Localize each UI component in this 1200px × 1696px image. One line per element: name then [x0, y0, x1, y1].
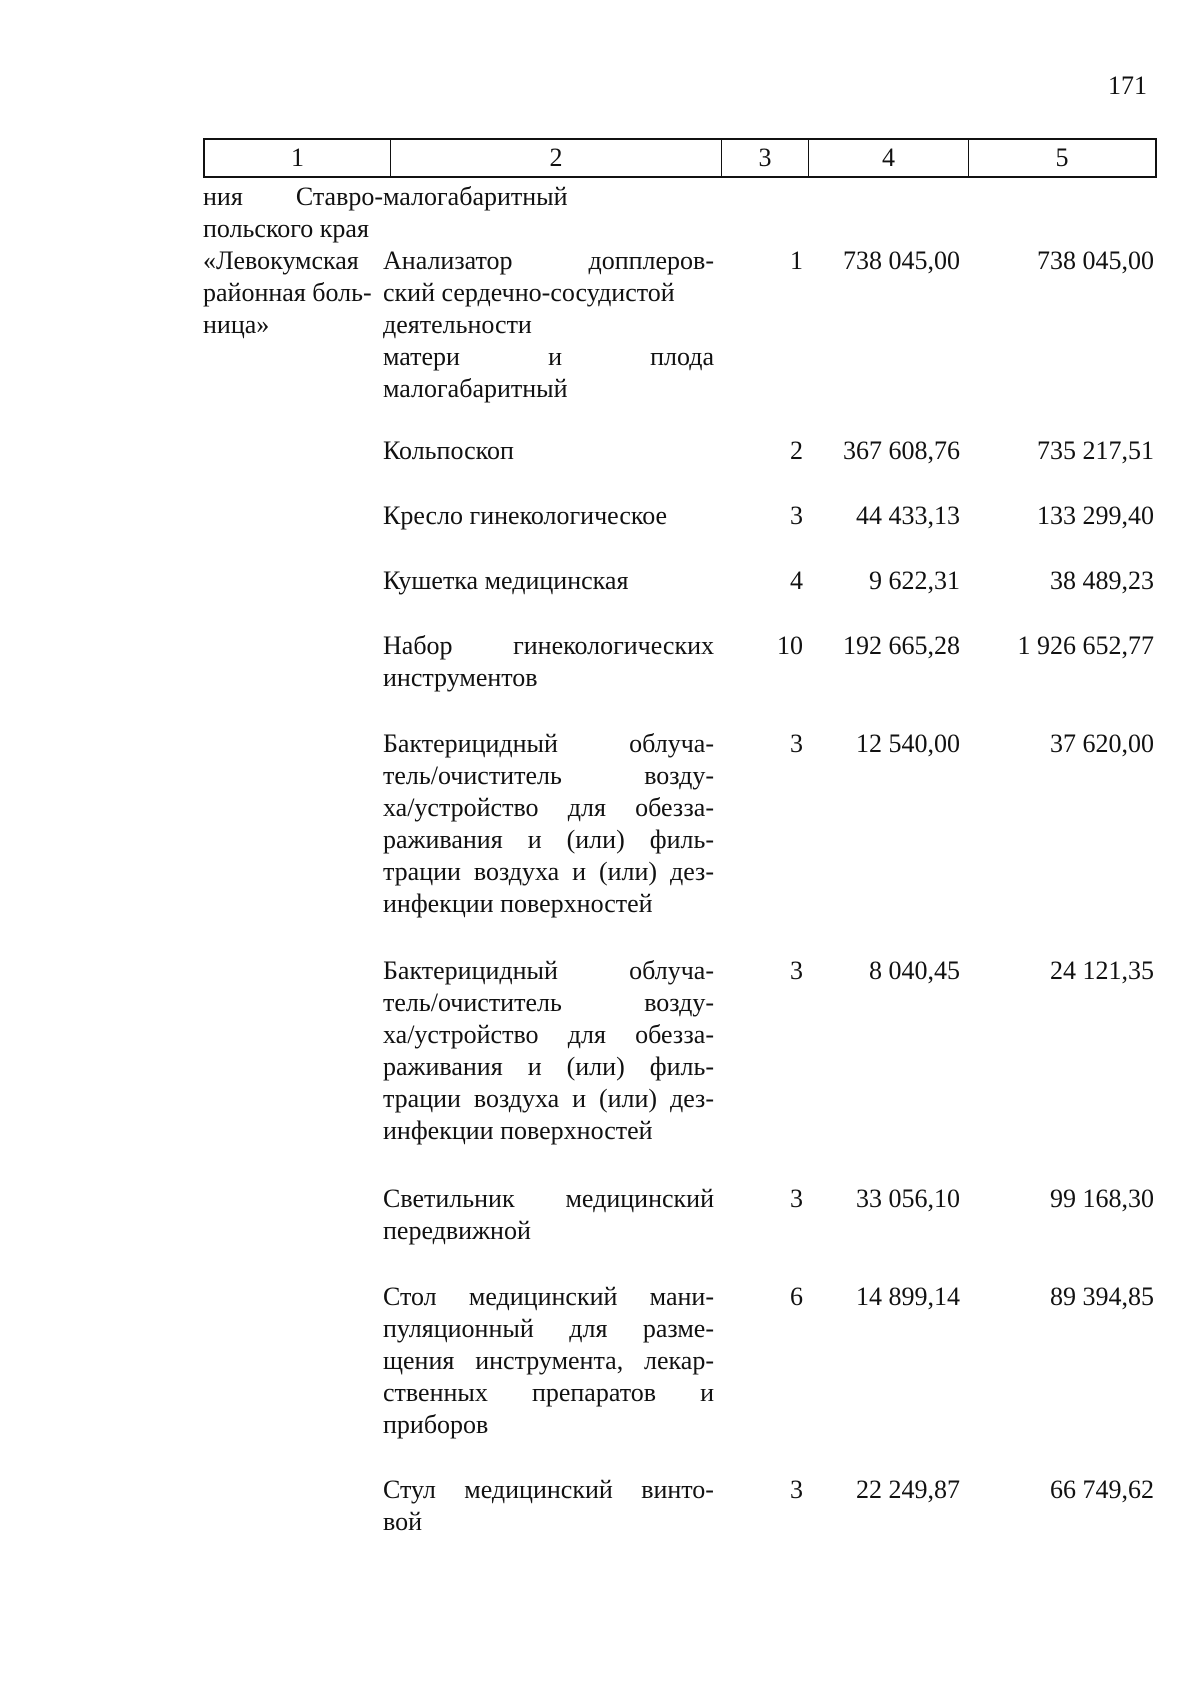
column-header-5: 5	[1055, 143, 1069, 172]
item-name-line	[383, 1345, 714, 1377]
item-name-line: малогабаритный	[383, 374, 568, 403]
item-total: 38 489,23	[1050, 566, 1154, 595]
item-name-word: мани-	[649, 1282, 714, 1311]
item-name-line	[383, 1281, 714, 1313]
item-name-line: инструментов	[383, 663, 538, 692]
item-name-word: пуляционный	[383, 1314, 534, 1343]
column-header-2: 2	[391, 140, 722, 176]
item-name-word: возду-	[644, 761, 714, 790]
item-name-line	[383, 728, 714, 760]
item-name-word: облуча-	[629, 956, 714, 985]
item-quantity: 3	[790, 1184, 803, 1213]
item-quantity: 1	[790, 246, 803, 275]
item-name-word: и	[548, 342, 562, 371]
item-name-word: и	[572, 1084, 587, 1113]
item-name-line	[383, 1019, 714, 1051]
item-unit-price: 192 665,28	[843, 631, 960, 660]
item-total: 738 045,00	[1037, 246, 1154, 275]
item-name-word: лекар-	[644, 1346, 714, 1375]
item-name-word: и	[527, 1052, 542, 1081]
item-name-line: приборов	[383, 1410, 489, 1439]
item-quantity: 3	[790, 956, 803, 985]
item-name-line	[383, 1313, 714, 1345]
item-name-word: трации	[383, 857, 461, 886]
item-name-word: филь-	[649, 1052, 714, 1081]
item-name-word: медицинский	[464, 1475, 613, 1504]
item-name-line: Кушетка медицинская	[383, 566, 629, 595]
item-total: 66 749,62	[1050, 1475, 1154, 1504]
item-name-word: для	[569, 1314, 608, 1343]
item-name-word: раживания	[383, 825, 503, 854]
item-name-line: ский сердечно-сосудистой	[383, 278, 675, 307]
item-name-word: воздуха	[473, 857, 560, 886]
item-quantity: 2	[790, 436, 803, 465]
item-name-word: воздуха	[473, 1084, 560, 1113]
column-header-3: 3	[722, 140, 809, 176]
org-line: польского края	[203, 214, 369, 243]
item-name-line	[383, 955, 714, 987]
item-total: 1 926 652,77	[1017, 631, 1154, 660]
item-name-line	[383, 630, 714, 662]
item-quantity: 6	[790, 1282, 803, 1311]
item-name-word: плода	[650, 342, 714, 371]
item-name-word: разме-	[642, 1314, 714, 1343]
item-name-word: и	[527, 825, 542, 854]
item-name-word: Бактерицидный	[383, 729, 558, 758]
org-line: районная боль-	[203, 278, 372, 307]
item-name-word: ха/устройство	[383, 793, 539, 822]
item-name-word: допплеров-	[588, 246, 714, 275]
item-quantity: 10	[777, 631, 803, 660]
item-name-line	[383, 341, 714, 373]
org-line: «Левокумская	[203, 246, 359, 275]
item-name-word: ха/устройство	[383, 1020, 539, 1049]
item-name-word: облуча-	[629, 729, 714, 758]
item-name-word: Набор	[383, 631, 453, 660]
item-name-word: Бактерицидный	[383, 956, 558, 985]
item-name-word: Стол	[383, 1282, 437, 1311]
item-name-word: и	[700, 1378, 714, 1407]
item-unit-price: 738 045,00	[843, 246, 960, 275]
item-unit-price: 9 622,31	[869, 566, 960, 595]
item-name-line	[383, 245, 714, 277]
item-quantity: 3	[790, 501, 803, 530]
item-name-word: для	[567, 793, 606, 822]
item-name-word: ственных	[383, 1378, 488, 1407]
item-name-line: деятельности	[383, 310, 532, 339]
item-name-word: винто-	[641, 1475, 714, 1504]
item-name-line: Кольпоскоп	[383, 436, 514, 465]
item-name-line: Кресло гинекологическое	[383, 501, 668, 530]
item-name-line	[383, 760, 714, 792]
item-name-line	[383, 1083, 714, 1115]
item-name-word: трации	[383, 1084, 461, 1113]
item-name-line	[383, 987, 714, 1019]
item-name-line: инфекции поверхностей	[383, 889, 653, 918]
item-name-word: препаратов	[531, 1378, 657, 1407]
item-unit-price: 8 040,45	[869, 956, 960, 985]
item-name-line: инфекции поверхностей	[383, 1116, 653, 1145]
item-name-word: дез-	[669, 1084, 714, 1113]
item-name-line	[383, 1474, 714, 1506]
column-header-1: 1	[205, 140, 391, 176]
item-total: 99 168,30	[1050, 1184, 1154, 1213]
item-name-line	[383, 792, 714, 824]
page-number: 171	[1108, 71, 1147, 100]
item-total: 37 620,00	[1050, 729, 1154, 758]
item-name-word: раживания	[383, 1052, 503, 1081]
item-quantity: 4	[790, 566, 803, 595]
item-name-line: вой	[383, 1507, 423, 1536]
item-name-word: гинекологических	[513, 631, 714, 660]
item-name-line	[383, 1183, 714, 1215]
item-name-word: Стул	[383, 1475, 436, 1504]
item-name-line	[383, 824, 714, 856]
item-unit-price: 44 433,13	[856, 501, 960, 530]
item-name-word: матери	[383, 342, 460, 371]
column-header-4: 4	[809, 140, 969, 176]
item-name-word: дез-	[669, 857, 714, 886]
org-word: ния	[203, 182, 243, 211]
org-line	[203, 181, 383, 213]
item-unit-price: 33 056,10	[856, 1184, 960, 1213]
table-header	[203, 138, 1157, 178]
item-quantity: 3	[790, 1475, 803, 1504]
item-name-word: щения	[383, 1346, 455, 1375]
item-unit-price: 22 249,87	[856, 1475, 960, 1504]
item-name-word: (или)	[598, 857, 658, 886]
item-name-word: медицинский	[468, 1282, 618, 1311]
item-name-word: тель/очиститель	[383, 761, 562, 790]
item-total: 24 121,35	[1050, 956, 1154, 985]
item-total: 89 394,85	[1050, 1282, 1154, 1311]
item-name-word: медицинский	[565, 1184, 714, 1213]
item-name-word: обезза-	[635, 793, 714, 822]
item-name-word: Светильник	[383, 1184, 515, 1213]
item-name-line: передвижной	[383, 1216, 531, 1245]
item-name-word: и	[572, 857, 587, 886]
item-unit-price: 14 899,14	[856, 1282, 960, 1311]
org-line: ница»	[203, 310, 270, 339]
item-name-line	[383, 1377, 714, 1409]
item-name-word: филь-	[649, 825, 714, 854]
item-total: 735 217,51	[1037, 436, 1154, 465]
item-name-word: (или)	[598, 1084, 658, 1113]
item-name-word: возду-	[644, 988, 714, 1017]
item-name-line	[383, 1051, 714, 1083]
item-name-word: обезза-	[635, 1020, 714, 1049]
org-word: Ставро-	[295, 182, 383, 211]
item-unit-price: 367 608,76	[843, 436, 960, 465]
item-name-word: (или)	[566, 825, 625, 854]
item-quantity: 3	[790, 729, 803, 758]
item-name-word: Анализатор	[383, 246, 513, 275]
item-total: 133 299,40	[1037, 501, 1154, 530]
item-name-line	[383, 856, 714, 888]
item-unit-price: 12 540,00	[856, 729, 960, 758]
item-name-word: инструмента,	[475, 1346, 624, 1375]
item-name-word: (или)	[566, 1052, 625, 1081]
item-name-continuation: малогабаритный	[383, 182, 568, 211]
item-name-word: тель/очиститель	[383, 988, 562, 1017]
item-name-word: для	[567, 1020, 606, 1049]
